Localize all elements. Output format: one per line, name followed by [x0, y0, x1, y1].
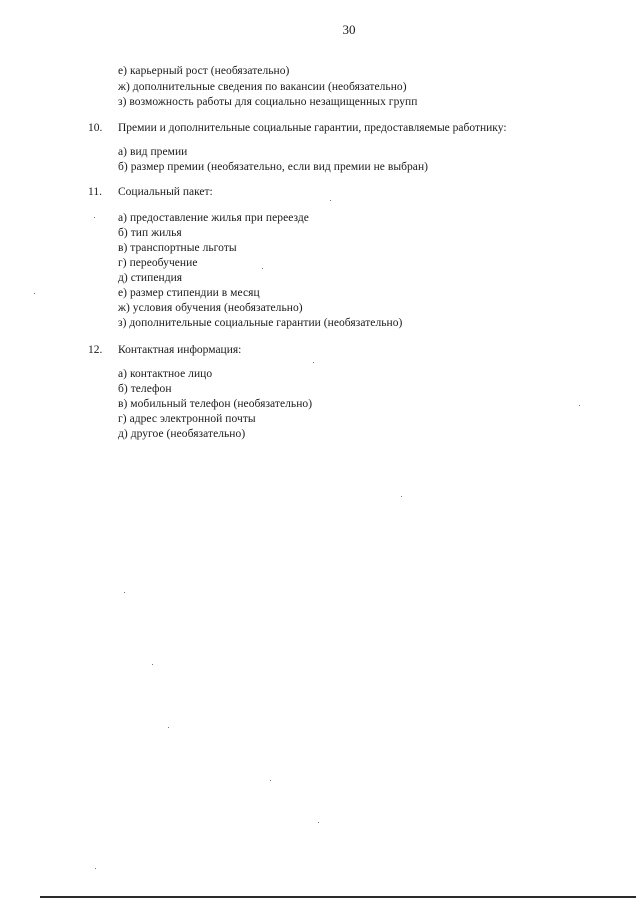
- list-item-s10-b: б) размер премии (необязательно, если вид премии не выбран): [118, 161, 429, 173]
- scan-speck: [270, 780, 271, 781]
- list-item-block1-zh: ж) дополнительные сведения по вакансии (необязательно): [118, 81, 407, 93]
- list-item-s10-a: а) вид премии: [118, 146, 188, 158]
- scan-speck: [318, 822, 319, 823]
- scan-speck: [95, 868, 96, 869]
- list-item-s11-zh: ж) условия обучения (необязательно): [118, 302, 303, 314]
- list-item-s11-e: е) размер стипендии в месяц: [118, 287, 260, 299]
- scan-speck: [313, 362, 314, 363]
- section-10-number: 10.: [88, 122, 103, 134]
- list-item-s11-a: а) предоставление жилья при переезде: [118, 212, 309, 224]
- scan-speck: [124, 592, 125, 593]
- scan-speck: [94, 217, 95, 218]
- scan-speck: [579, 405, 580, 406]
- section-12-title: Контактная информация:: [118, 344, 242, 356]
- page-number: 30: [342, 22, 356, 37]
- list-item-s11-b: б) тип жилья: [118, 227, 182, 239]
- scan-speck: [262, 268, 263, 269]
- list-item-s12-d: д) другое (необязательно): [118, 428, 246, 440]
- scan-speck: [401, 496, 402, 497]
- list-item-block1-z: з) возможность работы для социально незащищенных групп: [118, 96, 418, 108]
- section-10-title: Премии и дополнительные социальные гарантии, предоставляемые работнику:: [118, 122, 507, 134]
- scan-speck: [152, 664, 153, 665]
- list-item-s11-g: г) переобучение: [118, 257, 198, 269]
- list-item-s12-v: в) мобильный телефон (необязательно): [118, 398, 313, 410]
- scan-speck: [330, 200, 331, 201]
- section-12-number: 12.: [88, 344, 103, 356]
- list-item-s11-v: в) транспортные льготы: [118, 242, 237, 254]
- scan-speck: [168, 727, 169, 728]
- list-item-s12-b: б) телефон: [118, 383, 172, 395]
- list-item-block1-e: е) карьерный рост (необязательно): [118, 65, 290, 77]
- list-item-s12-a: а) контактное лицо: [118, 368, 213, 380]
- list-item-s11-d: д) стипендия: [118, 272, 183, 284]
- bottom-rule: [40, 896, 636, 898]
- scan-speck: [34, 293, 35, 294]
- section-11-title: Социальный пакет:: [118, 186, 213, 198]
- section-11-number: 11.: [88, 186, 102, 198]
- list-item-s11-z: з) дополнительные социальные гарантии (необязательно): [118, 317, 403, 329]
- list-item-s12-g: г) адрес электронной почты: [118, 413, 256, 425]
